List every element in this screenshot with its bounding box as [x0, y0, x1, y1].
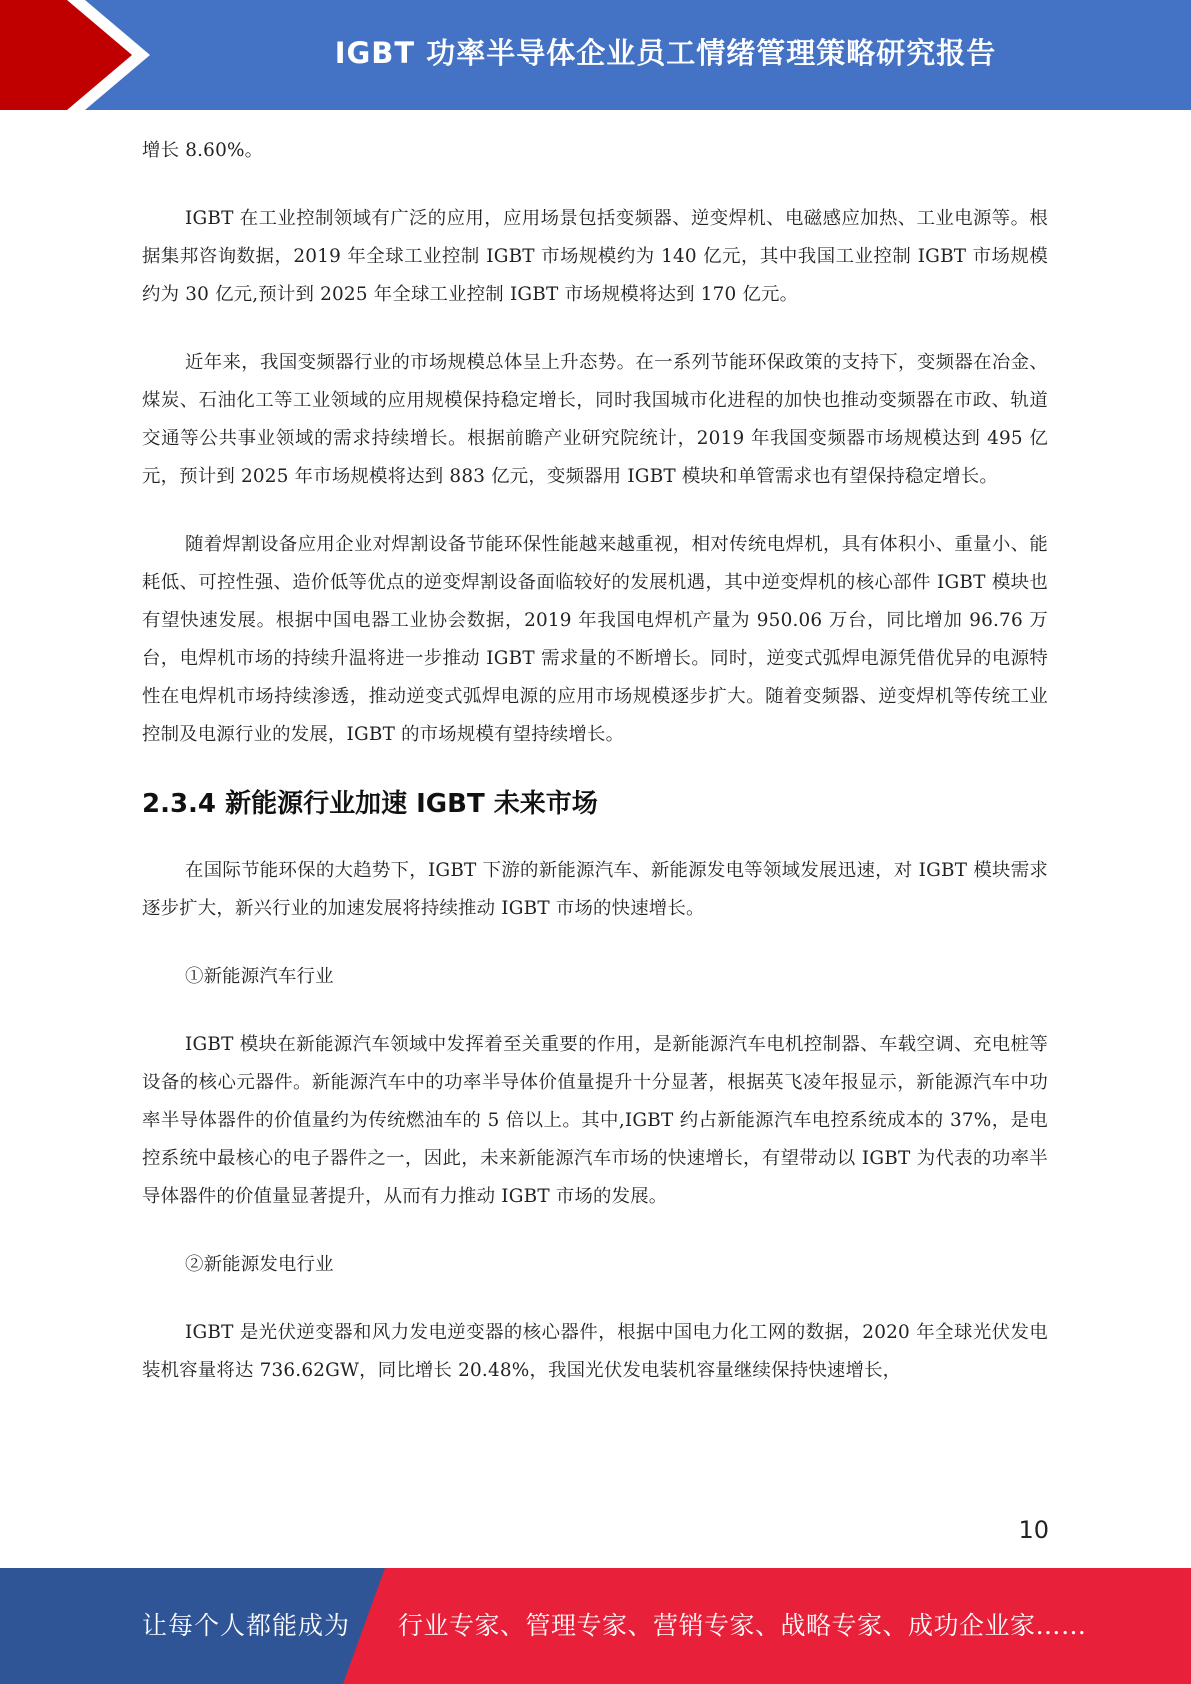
paragraph: 增长 8.60%。 — [142, 140, 264, 161]
paragraph: IGBT 模块在新能源汽车领域中发挥着至关重要的作用，是新能源汽车电机控制器、车载空调、充电桩等设备的核心元器件。新能源汽车中的功率半导体价值量提升十分显著，根据英飞凌年报显示，新能源汽车中功率半导体器件的价值量约为传统燃油车的 5 倍以上。其中,IGBT 约占新能源汽车电控系统成本的 37%，是电控系统中最核心的电子器件之一，因此，未来新能源汽车市场的快速增长，有望带动以 IGBT 为代表的功率半导体器件的价值量显著提升，从而有力推动 IGBT 市场的发展。 — [142, 1034, 1048, 1207]
paragraph: IGBT 是光伏逆变器和风力发电逆变器的核心器件，根据中国电力化工网的数据，2020 年全球光伏发电装机容量将达 736.62GW，同比增长 20.48%，我国光伏发电装机容量继续保持快速增长， — [142, 1322, 1048, 1381]
subsection-label: ②新能源发电行业 — [185, 1254, 334, 1275]
paragraph: 近年来，我国变频器行业的市场规模总体呈上升态势。在一系列节能环保政策的支持下，变频器在冶金、煤炭、石油化工等工业领域的应用规模保持稳定增长，同时我国城市化进程的加快也推动变频器在市政、轨道交通等公共事业领域的需求持续增长。根据前瞻产业研究院统计，2019 年我国变频器市场规模达到 495 亿元，预计到 2025 年市场规模将达到 883 亿元，变频器用 IGBT 模块和单管需求也有望保持稳定增长。 — [142, 352, 1048, 487]
paragraph: 随着焊割设备应用企业对焊割设备节能环保性能越来越重视，相对传统电焊机，具有体积小、重量小、能耗低、可控性强、造价低等优点的逆变焊割设备面临较好的发展机遇，其中逆变焊机的核心部件 IGBT 模块也有望快速发展。根据中国电器工业协会数据，2019 年我国电焊机产量为 950.06 万台，同比增加 96.76 万台，电焊机市场的持续升温将进一步推动 IGBT 需求量的不断增长。同时，逆变式弧焊电源凭借优异的电源特性在电焊机市场持续渗透，推动逆变式弧焊电源的应用市场规模逐步扩大。随着变频器、逆变焊机等传统工业控制及电源行业的发展，IGBT 的市场规模有望持续增长。 — [142, 534, 1048, 745]
paragraph: 在国际节能环保的大趋势下，IGBT 下游的新能源汽车、新能源发电等领域发展迅速，对 IGBT 模块需求逐步扩大，新兴行业的加速发展将持续推动 IGBT 市场的快速增长。 — [142, 860, 1048, 919]
page-footer — [0, 1568, 1191, 1684]
page-number: 10 — [1018, 1516, 1049, 1544]
page-header — [0, 0, 1191, 110]
header-title: IGBT 功率半导体企业员工情绪管理策略研究报告 — [334, 36, 997, 70]
section-heading: 2.3.4 新能源行业加速 IGBT 未来市场 — [142, 789, 598, 819]
footer-slogan-right: 行业专家、管理专家、营销专家、战略专家、成功企业家…… — [398, 1611, 1087, 1640]
paragraph: IGBT 在工业控制领域有广泛的应用，应用场景包括变频器、逆变焊机、电磁感应加热、工业电源等。根据集邦咨询数据，2019 年全球工业控制 IGBT 市场规模约为 140 亿元，其中我国工业控制 IGBT 市场规模约为 30 亿元,预计到 2025 年全球工业控制 IGBT 市场规模将达到 170 亿元。 — [142, 208, 1048, 305]
subsection-label: ①新能源汽车行业 — [185, 966, 334, 987]
footer-slogan-left: 让每个人都能成为 — [142, 1611, 351, 1640]
document-body — [142, 132, 1048, 1420]
